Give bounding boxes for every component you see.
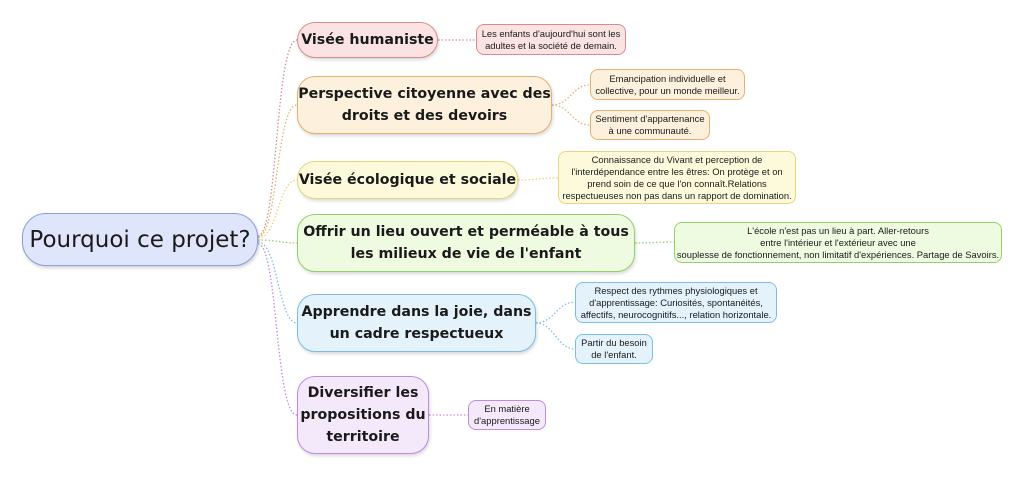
link-note-besoin	[536, 323, 575, 349]
link-root-apprendre	[258, 242, 297, 323]
link-root-perspective-citoyenne	[258, 105, 297, 237]
note-emancipation[interactable]: Emancipation individuelle et collective, pour un monde meilleur.	[590, 69, 745, 100]
note-appartenance[interactable]: Sentiment d'appartenance à une communauté.	[590, 110, 710, 140]
link-root-visee-ecologique	[258, 180, 297, 238]
branch-perspective-citoyenne[interactable]: Perspective citoyenne avec des droits et des devoirs	[297, 76, 552, 134]
note-besoin[interactable]: Partir du besoin de l'enfant.	[575, 334, 653, 364]
link-root-visee-humaniste	[258, 40, 297, 236]
branch-diversifier[interactable]: Diversifier les propositions du territoire	[297, 376, 429, 454]
root-topic[interactable]: Pourquoi ce projet?	[22, 213, 258, 266]
branch-visee-humaniste[interactable]: Visée humaniste	[297, 22, 438, 58]
note-apprentissage[interactable]: En matière d'apprentissage	[468, 400, 546, 430]
branch-lieu-ouvert[interactable]: Offrir un lieu ouvert et perméable à tous les milieux de vie de l'enfant	[297, 214, 635, 272]
link-root-diversifier	[258, 244, 297, 415]
link-note-rythmes	[536, 302, 575, 323]
note-ecole[interactable]: L'école n'est pas un lieu à part. Aller-retours entre l'intérieur et l'extérieur avec une souplesse de fonctionnement, non limitatif d'expériences. Partage de Savoirs.	[674, 222, 1002, 263]
link-note-emancipation	[552, 85, 590, 105]
branch-visee-ecologique[interactable]: Visée écologique et sociale	[297, 161, 518, 199]
note-rythmes[interactable]: Respect des rythmes physiologiques et d'apprentissage: Curiosités, spontanéités, affectifs, neurocognitifs..., relation horizontale.	[575, 282, 777, 323]
note-humaniste[interactable]: Les enfants d'aujourd'hui sont les adultes et la société de demain.	[476, 24, 626, 55]
link-note-connaissance	[518, 178, 558, 180]
link-note-ecole	[635, 242, 674, 243]
link-note-appartenance	[552, 105, 590, 125]
link-root-lieu-ouvert	[258, 240, 297, 243]
note-connaissance[interactable]: Connaissance du Vivant et perception de l'interdépendance entre les êtres: On protège et on prend soin de ce que l'on connaît.Relations respectueuses non pas dans un rapport de domination.	[558, 151, 796, 204]
branch-apprendre[interactable]: Apprendre dans la joie, dans un cadre respectueux	[297, 294, 536, 352]
